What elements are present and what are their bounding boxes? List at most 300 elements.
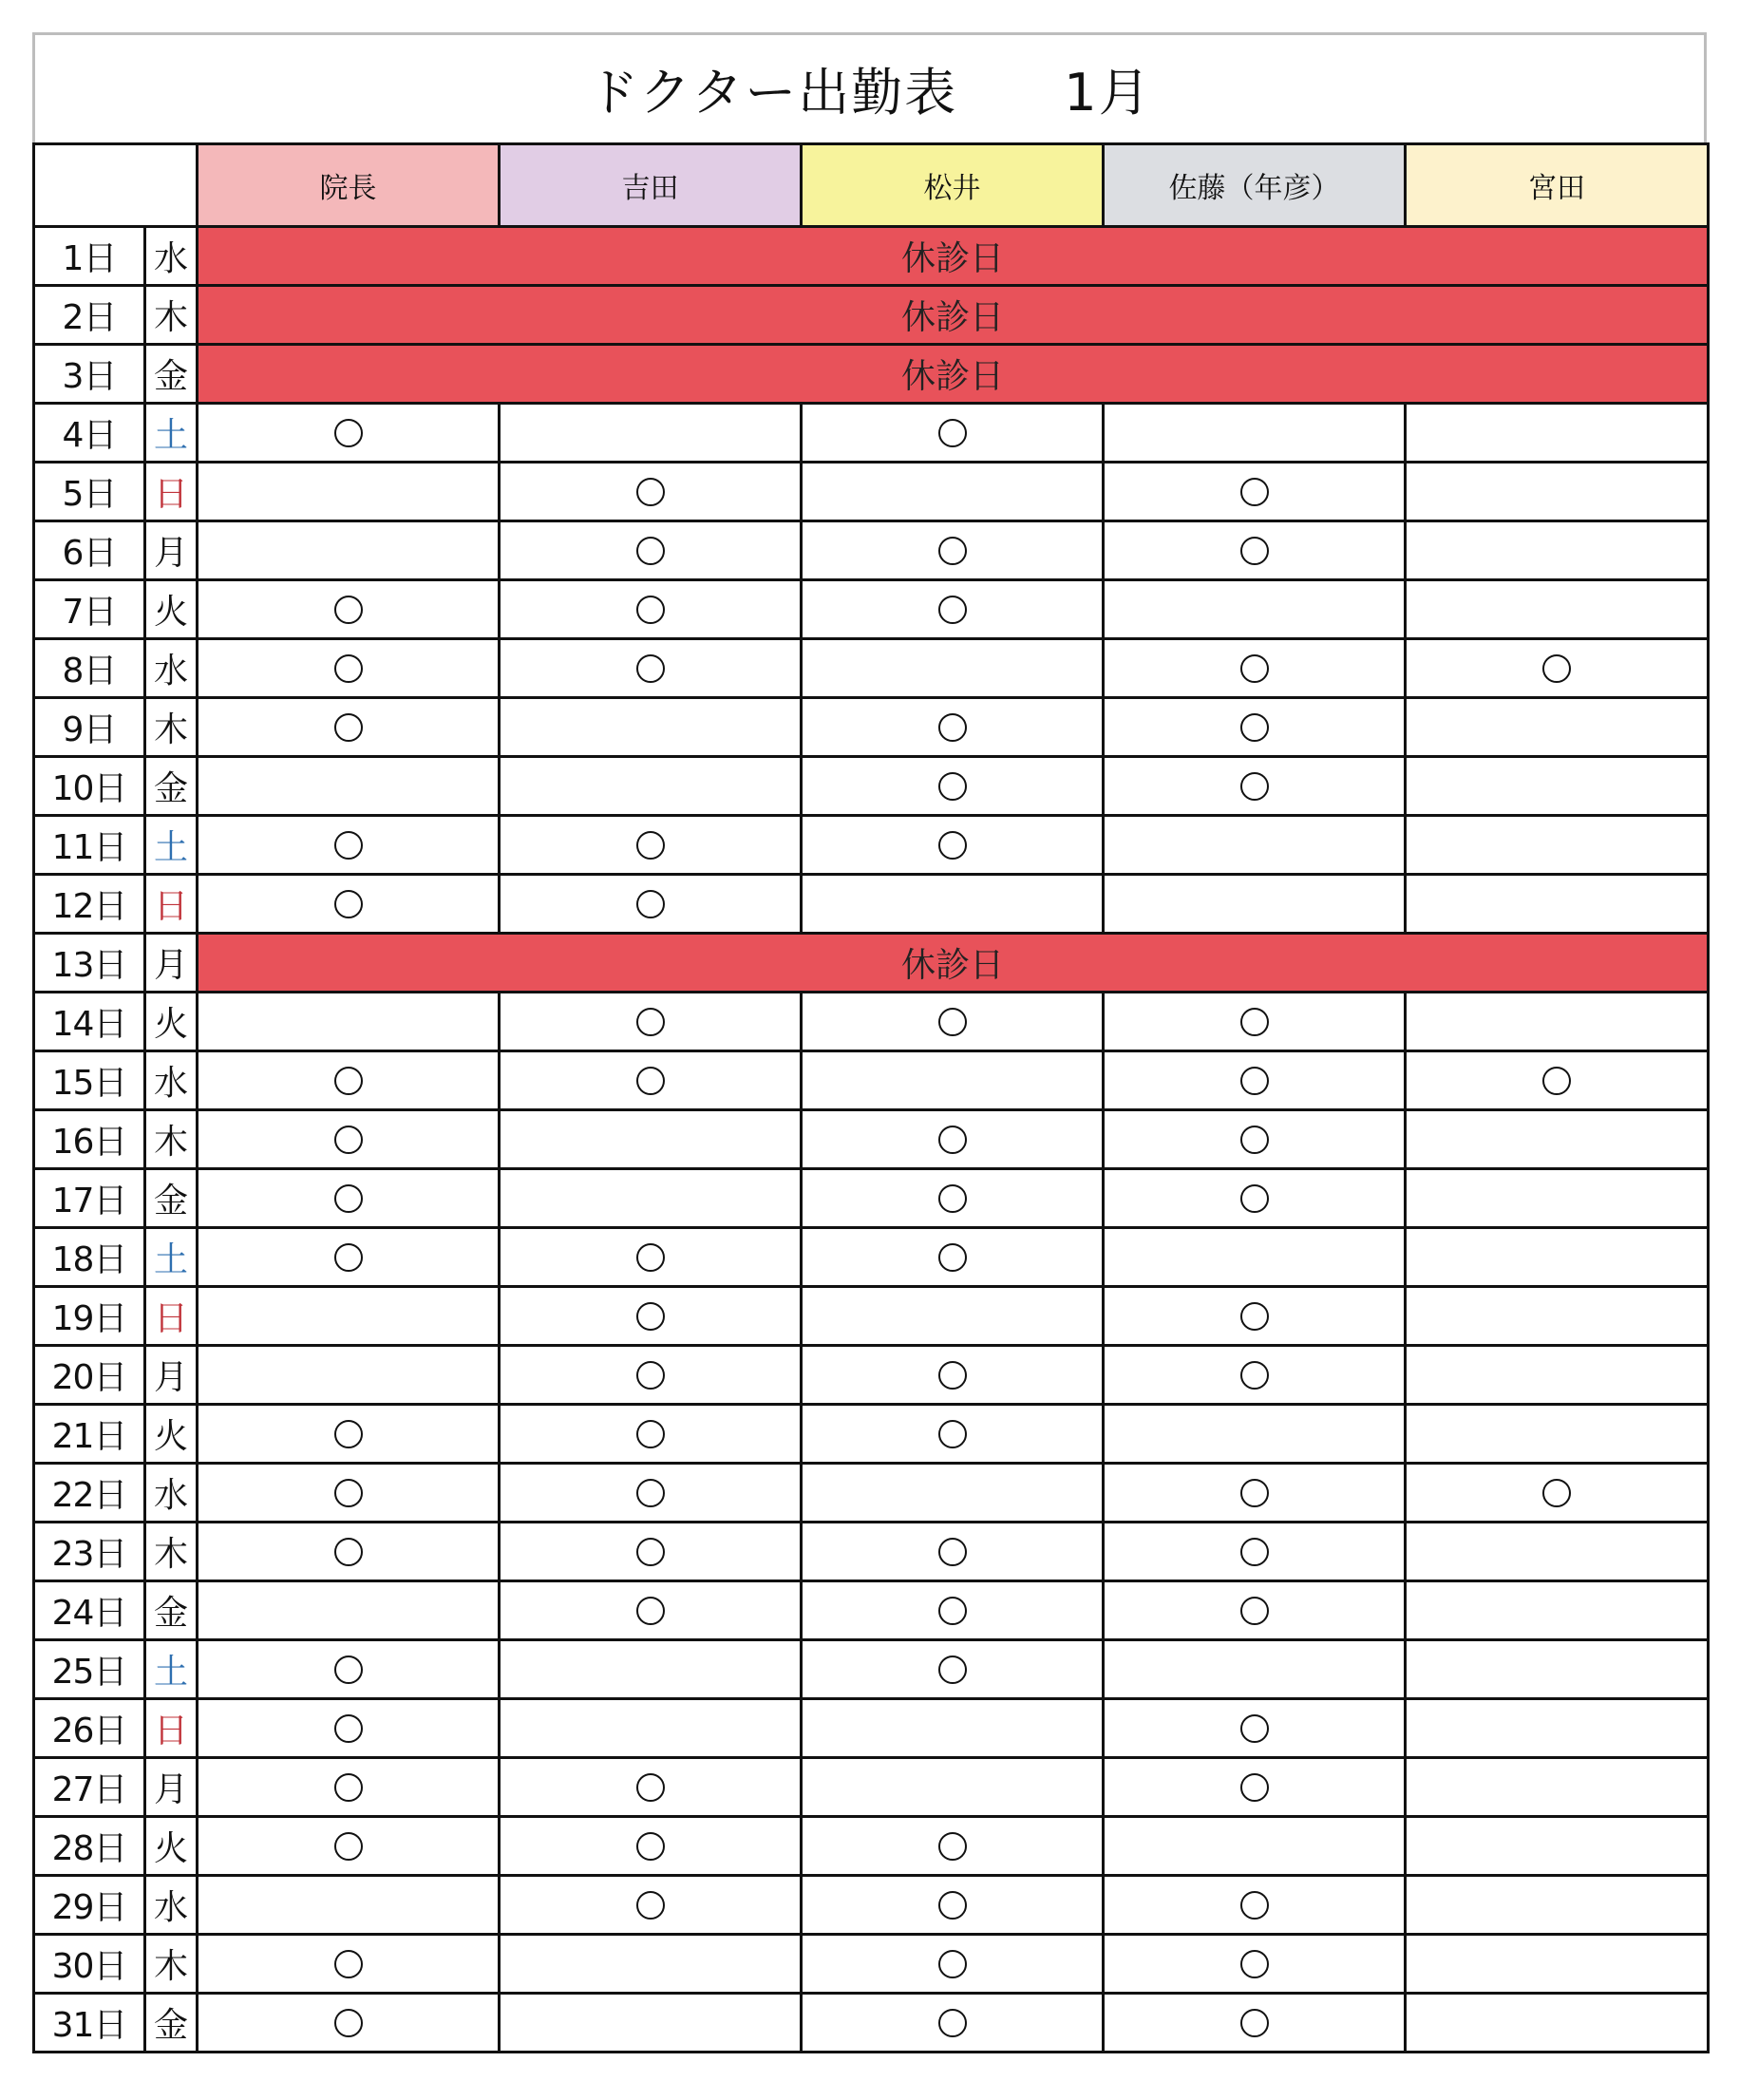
attendance-circle-icon [636, 831, 665, 860]
day-number: 28日 [34, 1817, 145, 1876]
attendance-circle-icon [334, 1950, 363, 1978]
day-number: 7日 [34, 580, 145, 639]
attendance-cell [802, 1169, 1104, 1228]
attendance-cell [198, 757, 500, 816]
attendance-cell [1406, 1169, 1709, 1228]
attendance-cell [802, 404, 1104, 463]
attendance-cell [500, 1994, 802, 2053]
weekday: 金 [145, 345, 198, 404]
attendance-cell [198, 1346, 500, 1405]
attendance-cell [1104, 1228, 1406, 1287]
day-number: 31日 [34, 1994, 145, 2053]
attendance-cell [198, 1581, 500, 1640]
attendance-cell [500, 1228, 802, 1287]
attendance-circle-icon [334, 1067, 363, 1095]
doctor-header: 院長 [198, 144, 500, 227]
attendance-cell [198, 1994, 500, 2053]
day-number: 22日 [34, 1464, 145, 1523]
schedule-row [34, 875, 1709, 934]
attendance-circle-icon [334, 713, 363, 742]
attendance-cell [1406, 1935, 1709, 1994]
attendance-cell [1104, 1640, 1406, 1699]
schedule-row [34, 1758, 1709, 1817]
attendance-cell [198, 1817, 500, 1876]
attendance-cell [802, 580, 1104, 639]
attendance-cell [198, 1935, 500, 1994]
attendance-cell [802, 1994, 1104, 2053]
attendance-cell [1104, 1758, 1406, 1817]
day-number: 16日 [34, 1110, 145, 1169]
attendance-cell [1104, 757, 1406, 816]
attendance-circle-icon [938, 1126, 967, 1154]
closed-day-cell: 休診日 [198, 227, 1709, 286]
attendance-cell [1406, 1346, 1709, 1405]
attendance-circle-icon [636, 1773, 665, 1802]
attendance-circle-icon [938, 1597, 967, 1625]
attendance-circle-icon [1240, 1950, 1269, 1978]
schedule-row [34, 1876, 1709, 1935]
schedule-row [34, 1051, 1709, 1110]
attendance-cell [500, 1464, 802, 1523]
attendance-cell [1104, 1346, 1406, 1405]
attendance-circle-icon [938, 772, 967, 801]
day-number: 23日 [34, 1523, 145, 1581]
attendance-cell [500, 639, 802, 698]
attendance-circle-icon [1240, 2009, 1269, 2037]
weekday: 月 [145, 1758, 198, 1817]
weekday: 火 [145, 1817, 198, 1876]
attendance-circle-icon [1240, 1302, 1269, 1331]
closed-day-cell: 休診日 [198, 286, 1709, 345]
attendance-cell [1104, 875, 1406, 934]
weekday: 火 [145, 993, 198, 1051]
weekday: 月 [145, 1346, 198, 1405]
attendance-cell [500, 1876, 802, 1935]
attendance-cell [802, 1228, 1104, 1287]
attendance-cell [198, 1287, 500, 1346]
attendance-circle-icon [636, 1832, 665, 1861]
attendance-cell [1104, 580, 1406, 639]
attendance-circle-icon [334, 1243, 363, 1272]
attendance-cell [198, 580, 500, 639]
attendance-circle-icon [334, 596, 363, 624]
attendance-cell [198, 1405, 500, 1464]
attendance-circle-icon [938, 1184, 967, 1213]
weekday: 木 [145, 698, 198, 757]
attendance-circle-icon [1240, 1361, 1269, 1390]
attendance-cell [1104, 404, 1406, 463]
attendance-circle-icon [938, 1008, 967, 1036]
weekday: 金 [145, 1581, 198, 1640]
attendance-cell [198, 993, 500, 1051]
attendance-cell [1406, 1051, 1709, 1110]
attendance-cell [802, 1640, 1104, 1699]
day-number: 24日 [34, 1581, 145, 1640]
attendance-cell [198, 463, 500, 521]
weekday: 月 [145, 934, 198, 993]
closed-day-cell: 休診日 [198, 934, 1709, 993]
attendance-cell [1104, 1935, 1406, 1994]
attendance-cell [802, 1405, 1104, 1464]
attendance-cell [198, 1228, 500, 1287]
attendance-circle-icon [334, 654, 363, 683]
day-number: 3日 [34, 345, 145, 404]
attendance-cell [198, 639, 500, 698]
attendance-cell [1104, 816, 1406, 875]
schedule-row [34, 580, 1709, 639]
attendance-cell [802, 993, 1104, 1051]
attendance-cell [198, 521, 500, 580]
attendance-cell [1406, 1640, 1709, 1699]
attendance-cell [802, 1935, 1104, 1994]
attendance-circle-icon [1240, 1714, 1269, 1743]
attendance-circle-icon [334, 1420, 363, 1448]
closed-day-cell: 休診日 [198, 345, 1709, 404]
attendance-circle-icon [334, 1773, 363, 1802]
attendance-circle-icon [938, 419, 967, 447]
attendance-cell [1406, 580, 1709, 639]
attendance-cell [802, 1699, 1104, 1758]
doctor-header: 吉田 [500, 144, 802, 227]
attendance-cell [802, 1758, 1104, 1817]
attendance-cell [1406, 1994, 1709, 2053]
attendance-cell [500, 1346, 802, 1405]
schedule-row [34, 639, 1709, 698]
weekday: 木 [145, 1110, 198, 1169]
attendance-cell [1104, 1523, 1406, 1581]
attendance-circle-icon [334, 1479, 363, 1507]
attendance-cell [500, 1699, 802, 1758]
attendance-cell [198, 816, 500, 875]
attendance-cell [198, 404, 500, 463]
attendance-cell [802, 521, 1104, 580]
day-number: 13日 [34, 934, 145, 993]
attendance-cell [500, 580, 802, 639]
attendance-cell [802, 1110, 1104, 1169]
day-number: 26日 [34, 1699, 145, 1758]
weekday: 土 [145, 816, 198, 875]
schedule-row [34, 1169, 1709, 1228]
day-number: 10日 [34, 757, 145, 816]
attendance-circle-icon [636, 1597, 665, 1625]
attendance-cell [500, 1758, 802, 1817]
attendance-circle-icon [938, 537, 967, 565]
day-number: 14日 [34, 993, 145, 1051]
day-number: 17日 [34, 1169, 145, 1228]
attendance-circle-icon [636, 1420, 665, 1448]
attendance-cell [500, 875, 802, 934]
attendance-circle-icon [1240, 713, 1269, 742]
schedule-row [34, 404, 1709, 463]
schedule-row [34, 1935, 1709, 1994]
weekday: 土 [145, 404, 198, 463]
day-number: 18日 [34, 1228, 145, 1287]
schedule-row [34, 521, 1709, 580]
attendance-circle-icon [1240, 1184, 1269, 1213]
attendance-cell [802, 1051, 1104, 1110]
attendance-cell [500, 1935, 802, 1994]
attendance-cell [1406, 698, 1709, 757]
attendance-cell [198, 1110, 500, 1169]
attendance-circle-icon [938, 831, 967, 860]
schedule-row [34, 1464, 1709, 1523]
attendance-circle-icon [938, 1420, 967, 1448]
attendance-cell [198, 698, 500, 757]
attendance-circle-icon [938, 1538, 967, 1566]
day-number: 19日 [34, 1287, 145, 1346]
weekday: 月 [145, 521, 198, 580]
attendance-cell [500, 1169, 802, 1228]
attendance-cell [198, 1640, 500, 1699]
attendance-cell [1406, 1287, 1709, 1346]
attendance-cell [500, 698, 802, 757]
doctor-header: 松井 [802, 144, 1104, 227]
attendance-cell [1104, 1051, 1406, 1110]
day-number: 6日 [34, 521, 145, 580]
schedule-row [34, 816, 1709, 875]
attendance-cell [500, 404, 802, 463]
weekday: 土 [145, 1228, 198, 1287]
attendance-cell [1104, 1464, 1406, 1523]
attendance-circle-icon [636, 1891, 665, 1920]
weekday: 日 [145, 875, 198, 934]
attendance-cell [802, 1346, 1104, 1405]
attendance-circle-icon [636, 1243, 665, 1272]
attendance-cell [1406, 463, 1709, 521]
weekday: 木 [145, 1523, 198, 1581]
day-number: 2日 [34, 286, 145, 345]
attendance-cell [198, 1464, 500, 1523]
schedule-row [34, 1346, 1709, 1405]
attendance-circle-icon [1240, 1891, 1269, 1920]
attendance-circle-icon [334, 419, 363, 447]
attendance-cell [500, 1640, 802, 1699]
attendance-cell [1406, 1699, 1709, 1758]
attendance-cell [500, 521, 802, 580]
weekday: 水 [145, 1876, 198, 1935]
schedule-row [34, 757, 1709, 816]
attendance-cell [198, 1051, 500, 1110]
attendance-cell [500, 1817, 802, 1876]
attendance-cell [198, 1169, 500, 1228]
attendance-cell [500, 1287, 802, 1346]
day-number: 27日 [34, 1758, 145, 1817]
schedule-row [34, 1817, 1709, 1876]
attendance-cell [1406, 875, 1709, 934]
attendance-cell [1406, 1876, 1709, 1935]
attendance-cell [1406, 1581, 1709, 1640]
attendance-cell [1104, 1110, 1406, 1169]
weekday: 木 [145, 1935, 198, 1994]
attendance-circle-icon [334, 2009, 363, 2037]
attendance-cell [500, 1405, 802, 1464]
day-number: 20日 [34, 1346, 145, 1405]
attendance-cell [198, 1758, 500, 1817]
attendance-cell [1406, 1758, 1709, 1817]
attendance-cell [1406, 993, 1709, 1051]
attendance-cell [1406, 639, 1709, 698]
weekday: 水 [145, 227, 198, 286]
attendance-cell [500, 1581, 802, 1640]
attendance-cell [1406, 1464, 1709, 1523]
attendance-cell [1406, 757, 1709, 816]
attendance-circle-icon [1240, 772, 1269, 801]
attendance-cell [198, 875, 500, 934]
day-number: 12日 [34, 875, 145, 934]
attendance-circle-icon [334, 1714, 363, 1743]
attendance-cell [1104, 1876, 1406, 1935]
day-number: 25日 [34, 1640, 145, 1699]
schedule-row [34, 698, 1709, 757]
attendance-circle-icon [636, 1008, 665, 1036]
weekday: 日 [145, 1287, 198, 1346]
attendance-circle-icon [938, 1243, 967, 1272]
attendance-cell [1406, 521, 1709, 580]
schedule-row [34, 934, 1709, 993]
attendance-cell [802, 1581, 1104, 1640]
day-number: 29日 [34, 1876, 145, 1935]
attendance-cell [198, 1876, 500, 1935]
attendance-circle-icon [938, 1832, 967, 1861]
weekday: 金 [145, 1994, 198, 2053]
day-number: 1日 [34, 227, 145, 286]
attendance-circle-icon [938, 713, 967, 742]
attendance-cell [1104, 1699, 1406, 1758]
attendance-cell [1104, 1817, 1406, 1876]
doctor-header: 佐藤（年彦） [1104, 144, 1406, 227]
attendance-circle-icon [1240, 1479, 1269, 1507]
attendance-circle-icon [1240, 654, 1269, 683]
weekday: 日 [145, 1699, 198, 1758]
attendance-circle-icon [636, 890, 665, 918]
attendance-cell [1104, 1169, 1406, 1228]
schedule-row [34, 463, 1709, 521]
attendance-cell [1104, 1287, 1406, 1346]
attendance-circle-icon [334, 1126, 363, 1154]
attendance-circle-icon [334, 1832, 363, 1861]
attendance-cell [802, 1464, 1104, 1523]
attendance-circle-icon [636, 654, 665, 683]
attendance-cell [1104, 993, 1406, 1051]
attendance-circle-icon [1542, 654, 1571, 683]
schedule-row [34, 286, 1709, 345]
attendance-cell [1104, 698, 1406, 757]
attendance-cell [802, 1523, 1104, 1581]
attendance-cell [1104, 521, 1406, 580]
attendance-cell [1406, 1405, 1709, 1464]
doctor-header: 宮田 [1406, 144, 1709, 227]
attendance-cell [500, 1051, 802, 1110]
attendance-circle-icon [334, 831, 363, 860]
attendance-circle-icon [334, 890, 363, 918]
attendance-circle-icon [636, 478, 665, 506]
schedule-body [34, 227, 1709, 2053]
weekday: 水 [145, 1464, 198, 1523]
day-number: 8日 [34, 639, 145, 698]
attendance-cell [1104, 1581, 1406, 1640]
weekday: 木 [145, 286, 198, 345]
day-number: 11日 [34, 816, 145, 875]
attendance-circle-icon [334, 1184, 363, 1213]
schedule-row [34, 1581, 1709, 1640]
schedule-row [34, 1228, 1709, 1287]
weekday: 水 [145, 1051, 198, 1110]
attendance-cell [802, 757, 1104, 816]
attendance-cell [1104, 1405, 1406, 1464]
attendance-cell [802, 1817, 1104, 1876]
attendance-cell [1104, 1994, 1406, 2053]
attendance-circle-icon [1240, 537, 1269, 565]
schedule-row [34, 345, 1709, 404]
attendance-cell [1104, 639, 1406, 698]
attendance-circle-icon [636, 1067, 665, 1095]
attendance-circle-icon [938, 1891, 967, 1920]
attendance-cell [1406, 816, 1709, 875]
attendance-cell [1406, 1817, 1709, 1876]
attendance-circle-icon [938, 1950, 967, 1978]
attendance-cell [802, 816, 1104, 875]
attendance-cell [802, 1876, 1104, 1935]
attendance-circle-icon [938, 1361, 967, 1390]
attendance-circle-icon [938, 596, 967, 624]
schedule-sheet [32, 32, 1707, 2053]
attendance-circle-icon [1240, 1773, 1269, 1802]
attendance-cell [500, 463, 802, 521]
attendance-cell [500, 993, 802, 1051]
schedule-row [34, 1994, 1709, 2053]
attendance-circle-icon [636, 596, 665, 624]
schedule-row [34, 993, 1709, 1051]
attendance-circle-icon [334, 1655, 363, 1684]
page-title: ドクター出勤表 1月 [587, 63, 1152, 123]
attendance-circle-icon [938, 2009, 967, 2037]
attendance-cell [1406, 1110, 1709, 1169]
attendance-circle-icon [334, 1538, 363, 1566]
attendance-cell [802, 875, 1104, 934]
schedule-row [34, 1110, 1709, 1169]
attendance-cell [1406, 1523, 1709, 1581]
attendance-circle-icon [1240, 1067, 1269, 1095]
attendance-cell [802, 1287, 1104, 1346]
schedule-table [32, 142, 1710, 2053]
attendance-cell [198, 1699, 500, 1758]
attendance-circle-icon [636, 1479, 665, 1507]
schedule-row [34, 227, 1709, 286]
attendance-circle-icon [1240, 1597, 1269, 1625]
attendance-cell [802, 463, 1104, 521]
attendance-circle-icon [1240, 1126, 1269, 1154]
attendance-circle-icon [1240, 1538, 1269, 1566]
attendance-circle-icon [636, 1302, 665, 1331]
attendance-cell [500, 816, 802, 875]
attendance-circle-icon [636, 1538, 665, 1566]
attendance-cell [500, 757, 802, 816]
day-number: 30日 [34, 1935, 145, 1994]
attendance-cell [1406, 404, 1709, 463]
schedule-row [34, 1699, 1709, 1758]
attendance-circle-icon [636, 537, 665, 565]
attendance-circle-icon [1542, 1067, 1571, 1095]
day-number: 15日 [34, 1051, 145, 1110]
schedule-row [34, 1287, 1709, 1346]
attendance-circle-icon [1240, 478, 1269, 506]
attendance-cell [500, 1110, 802, 1169]
schedule-row [34, 1640, 1709, 1699]
header-corner [34, 144, 198, 227]
day-number: 5日 [34, 463, 145, 521]
attendance-cell [198, 1523, 500, 1581]
attendance-circle-icon [1542, 1479, 1571, 1507]
